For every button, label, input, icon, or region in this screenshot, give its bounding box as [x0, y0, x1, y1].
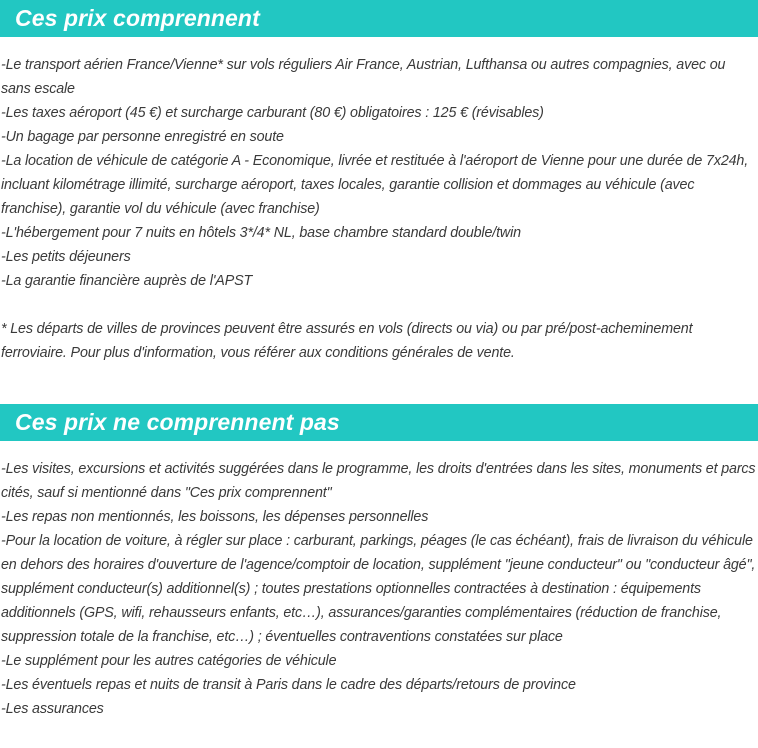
- included-item: -Les petits déjeuners: [1, 249, 131, 265]
- excluded-section-body: [0, 441, 758, 721]
- included-section-title: Ces prix comprennent: [15, 5, 260, 31]
- included-section-body: [0, 37, 758, 365]
- excluded-item: -Les éventuels repas et nuits de transit à Paris dans le cadre des départs/retours de province: [1, 677, 576, 693]
- included-section-header: [0, 0, 758, 37]
- excluded-item: -Pour la location de voiture, à régler sur place : carburant, parkings, péages (le cas échéant), frais de livraison du véhicule en dehors des horaires d'ouverture de l'agence/comptoir de location, supplément "jeune conducteur" ou "conducteur âgé", supplément conducteur(s) additionnel(s) ; toutes prestations optionnelles contractées à destination : équipements additionnels (GPS, wifi, rehausseurs enfants, etc…), assurances/garanties complémentaires (réduction de franchise, suppression totale de la franchise, etc…) ; éventuelles contraventions constatées sur place: [1, 533, 756, 645]
- included-item: -La location de véhicule de catégorie A - Economique, livrée et restituée à l'aéroport de Vienne pour une durée de 7x24h, incluant kilométrage illimité, surcharge aéroport, taxes locales, garantie collision et dommages au véhicule (avec franchise), garantie vol du véhicule (avec franchise): [1, 153, 749, 217]
- included-footnote: * Les départs de villes de provinces peuvent être assurés en vols (directs ou via) ou par pré/post-acheminement ferroviaire. Pour plus d'information, vous référer aux conditions générales de vente.: [1, 321, 693, 361]
- included-item: -Un bagage par personne enregistré en soute: [1, 129, 284, 145]
- excluded-item: -Les repas non mentionnés, les boissons, les dépenses personnelles: [1, 509, 429, 525]
- included-item: -Le transport aérien France/Vienne* sur vols réguliers Air France, Austrian, Lufthansa ou autres compagnies, avec ou sans escale: [1, 57, 726, 97]
- excluded-section-title: Ces prix ne comprennent pas: [15, 409, 340, 435]
- included-item: -La garantie financière auprès de l'APST: [1, 273, 253, 289]
- excluded-section-header: [0, 404, 758, 441]
- included-item: -L'hébergement pour 7 nuits en hôtels 3*/4* NL, base chambre standard double/twin: [1, 225, 521, 241]
- included-item: -Les taxes aéroport (45 €) et surcharge carburant (80 €) obligatoires : 125 € (révisables): [1, 105, 544, 121]
- excluded-item: -Les assurances: [1, 701, 104, 717]
- spacer: [1, 293, 758, 317]
- excluded-item: -Les visites, excursions et activités suggérées dans le programme, les droits d'entrées dans les sites, monuments et parcs cités, sauf si mentionné dans "Ces prix comprennent": [1, 461, 756, 501]
- excluded-item: -Le supplément pour les autres catégories de véhicule: [1, 653, 337, 669]
